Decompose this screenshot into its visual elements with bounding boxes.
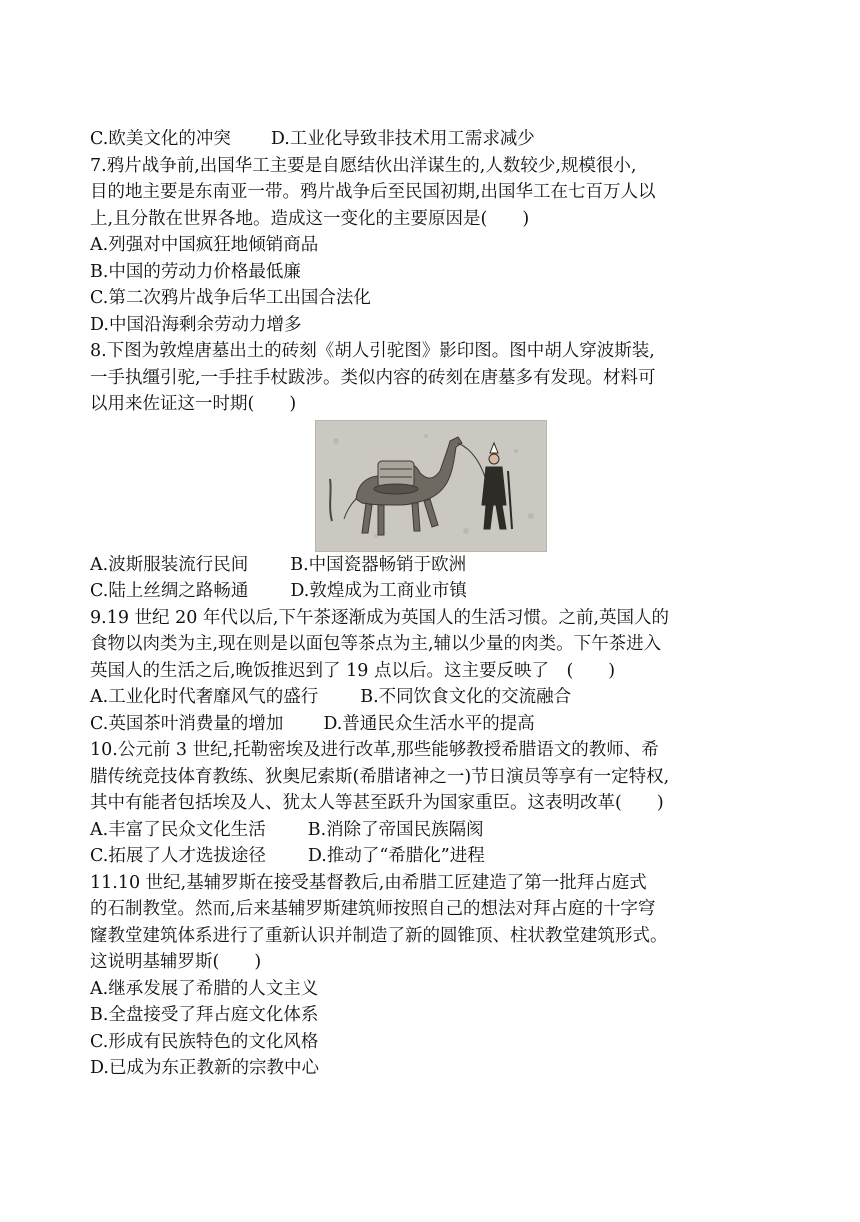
q11-stem-line: 这说明基辅罗斯( ) — [90, 952, 262, 972]
question-list — [90, 126, 776, 1082]
question-11 — [90, 870, 776, 1082]
q8-options-ab — [90, 552, 776, 579]
q6-options-cd — [90, 126, 776, 153]
q10-stem-line: 10.公元前 3 世纪,托勒密埃及进行改革,那些能够教授希腊语文的教师、希 — [90, 740, 659, 760]
q9-option-d[interactable]: D.普通民众生活水平的提高 — [323, 713, 535, 734]
q9-options-cd — [90, 711, 776, 738]
q8-options-cd — [90, 578, 776, 605]
q11-option-c[interactable]: C.形成有民族特色的文化风格 — [90, 1031, 319, 1052]
question-8 — [90, 338, 776, 605]
camel-and-merchant-image — [315, 420, 547, 552]
q10-options-ab — [90, 817, 776, 844]
q9-option-b[interactable]: B.不同饮食文化的交流融合 — [360, 687, 572, 707]
q8-option-c[interactable]: C.陆上丝绸之路畅通 — [90, 581, 249, 601]
q7-stem-line: 上,且分散在世界各地。造成这一变化的主要原因是( ) — [90, 208, 530, 229]
q11-stem-line: 窿教堂建筑体系进行了重新认识并制造了新的圆锥顶、柱状教堂建筑形式。 — [90, 925, 668, 946]
q8-option-a[interactable]: A.波斯服装流行民间 — [90, 554, 249, 575]
q9-stem-line: 英国人的生活之后,晚饭推迟到了 19 点以后。这主要反映了 ( ) — [90, 660, 616, 681]
q7-option-c[interactable]: C.第二次鸦片战争后华工出国合法化 — [90, 288, 371, 308]
q10-option-b[interactable]: B.消除了帝国民族隔阂 — [307, 819, 484, 840]
q7-stem-line: 7.鸦片战争前,出国华工主要是自愿结伙出洋谋生的,人数较少,规模很小, — [90, 155, 637, 176]
q11-stem-line: 11.10 世纪,基辅罗斯在接受基督教后,由希腊工匠建造了第一批拜占庭式 — [90, 872, 647, 893]
q9-options-ab — [90, 684, 776, 711]
q10-option-a[interactable]: A.丰富了民众文化生活 — [90, 819, 266, 840]
q7-stem-line: 目的地主要是东南亚一带。鸦片战争后至民国初期,出国华工在七百万人以 — [90, 182, 656, 202]
q11-option-d[interactable]: D.已成为东正教新的宗教中心 — [90, 1058, 319, 1078]
question-10 — [90, 737, 776, 870]
q10-stem-line: 腊传统竞技体育教练、狄奥尼索斯(希腊诸神之一)节日演员等享有一定特权, — [90, 766, 670, 787]
q8-stem-line: 以用来佐证这一时期( ) — [90, 394, 297, 414]
q7-option-d[interactable]: D.中国沿海剩余劳动力增多 — [90, 314, 302, 335]
q7-option-b[interactable]: B.中国的劳动力价格最低廉 — [90, 261, 301, 282]
q11-option-a[interactable]: A.继承发展了希腊的人文主义 — [90, 978, 319, 999]
q8-option-b[interactable]: B.中国瓷器畅销于欧洲 — [290, 554, 467, 575]
q10-option-d[interactable]: D.推动了“希腊化”进程 — [307, 846, 485, 866]
q11-stem-line: 的石制教堂。然而,后来基辅罗斯建筑师按照自己的想法对拜占庭的十字穹 — [90, 899, 656, 919]
q7-option-a[interactable]: A.列强对中国疯狂地倾销商品 — [90, 235, 319, 255]
q6-option-c[interactable]: C.欧美文化的冲突 — [90, 129, 231, 149]
question-7 — [90, 153, 776, 339]
q9-stem-line: 食物以肉类为主,现在则是以面包等茶点为主,辅以少量的肉类。下午茶进入 — [90, 634, 662, 654]
q8-stem-line: 一手执缰引驼,一手拄手杖跋涉。类似内容的砖刻在唐墓多有发现。材料可 — [90, 367, 656, 388]
q10-option-c[interactable]: C.拓展了人才选拔途径 — [90, 846, 266, 866]
q9-stem-line: 9.19 世纪 20 年代以后,下午茶逐渐成为英国人的生活习惯。之前,英国人的 — [90, 607, 670, 628]
q9-option-c[interactable]: C.英国茶叶消费量的增加 — [90, 713, 284, 734]
q8-option-d[interactable]: D.敦煌成为工商业市镇 — [290, 581, 467, 601]
q10-options-cd — [90, 843, 776, 870]
camel-load — [374, 461, 418, 494]
q9-option-a[interactable]: A.工业化时代奢靡风气的盛行 — [90, 687, 319, 707]
question-9 — [90, 605, 776, 738]
q11-option-b[interactable]: B.全盘接受了拜占庭文化体系 — [90, 1005, 319, 1025]
q6-option-d[interactable]: D.工业化导致非技术用工需求减少 — [270, 129, 535, 149]
q10-stem-line: 其中有能者包括埃及人、犹太人等甚至跃升为国家重臣。这表明改革( ) — [90, 793, 664, 813]
q8-stem-line: 8.下图为敦煌唐墓出土的砖刻《胡人引驼图》影印图。图中胡人穿波斯装, — [90, 341, 655, 361]
